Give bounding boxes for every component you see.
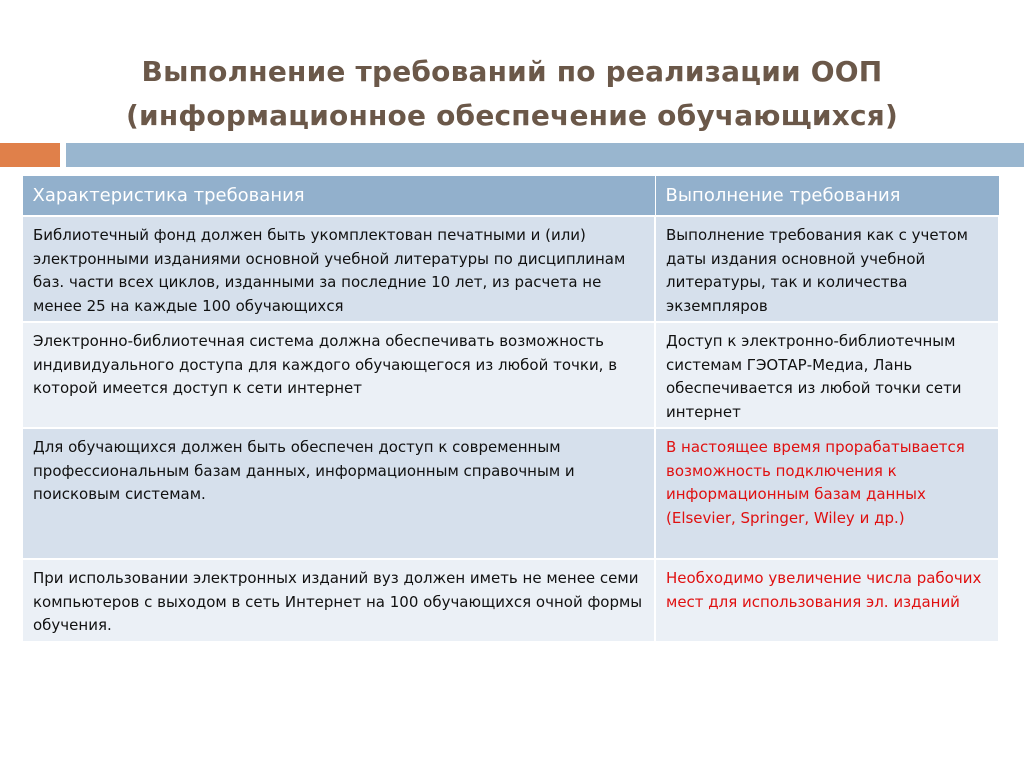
requirement-cell: При использовании электронных изданий вуз должен иметь не менее семи компьютеров с выходом в сеть Интернет на 100 обучающихся очной формы обучения. [22, 559, 655, 642]
table-row [22, 322, 999, 428]
requirements-table [21, 175, 1000, 643]
requirement-cell: Электронно-библиотечная система должна обеспечивать возможность индивидуального доступа для каждого обучающегося из любой точки, в которой имеется доступ к сети интернет [22, 322, 655, 428]
fulfillment-cell-highlighted: В настоящее время прорабатывается возможность подключения к информационным базам данных (Elsevier, Springer, Wiley и др.) [655, 428, 999, 559]
table-header-row [22, 176, 999, 217]
slide-title [40, 50, 984, 138]
accent-bar-blue [66, 143, 1024, 167]
slide-title-line-2: (информационное обеспечение обучающихся) [126, 99, 898, 132]
table-row [22, 559, 999, 642]
requirement-cell: Библиотечный фонд должен быть укомплектован печатными и (или) электронными изданиями основной учебной литературы по дисциплинам баз. части всех циклов, изданными за последние 10 лет, из расчета не менее 25 на каждые 100 обучающихся [22, 216, 655, 322]
header-requirement: Характеристика требования [22, 176, 655, 217]
table-row [22, 216, 999, 322]
fulfillment-cell: Выполнение требования как с учетом даты издания основной учебной литературы, так и количества экземпляров [655, 216, 999, 322]
slide-title-line-1: Выполнение требований по реализации ООП [141, 55, 883, 88]
fulfillment-cell-highlighted: Необходимо увеличение числа рабочих мест для использования эл. изданий [655, 559, 999, 642]
table-row [22, 428, 999, 559]
header-fulfillment: Выполнение требования [655, 176, 999, 217]
fulfillment-cell: Доступ к электронно-библиотечным системам ГЭОТАР-Медиа, Лань обеспечивается из любой точки сети интернет [655, 322, 999, 428]
accent-bar-orange [0, 143, 60, 167]
requirement-cell: Для обучающихся должен быть обеспечен доступ к современным профессиональным базам данных, информационным справочным и поисковым системам. [22, 428, 655, 559]
